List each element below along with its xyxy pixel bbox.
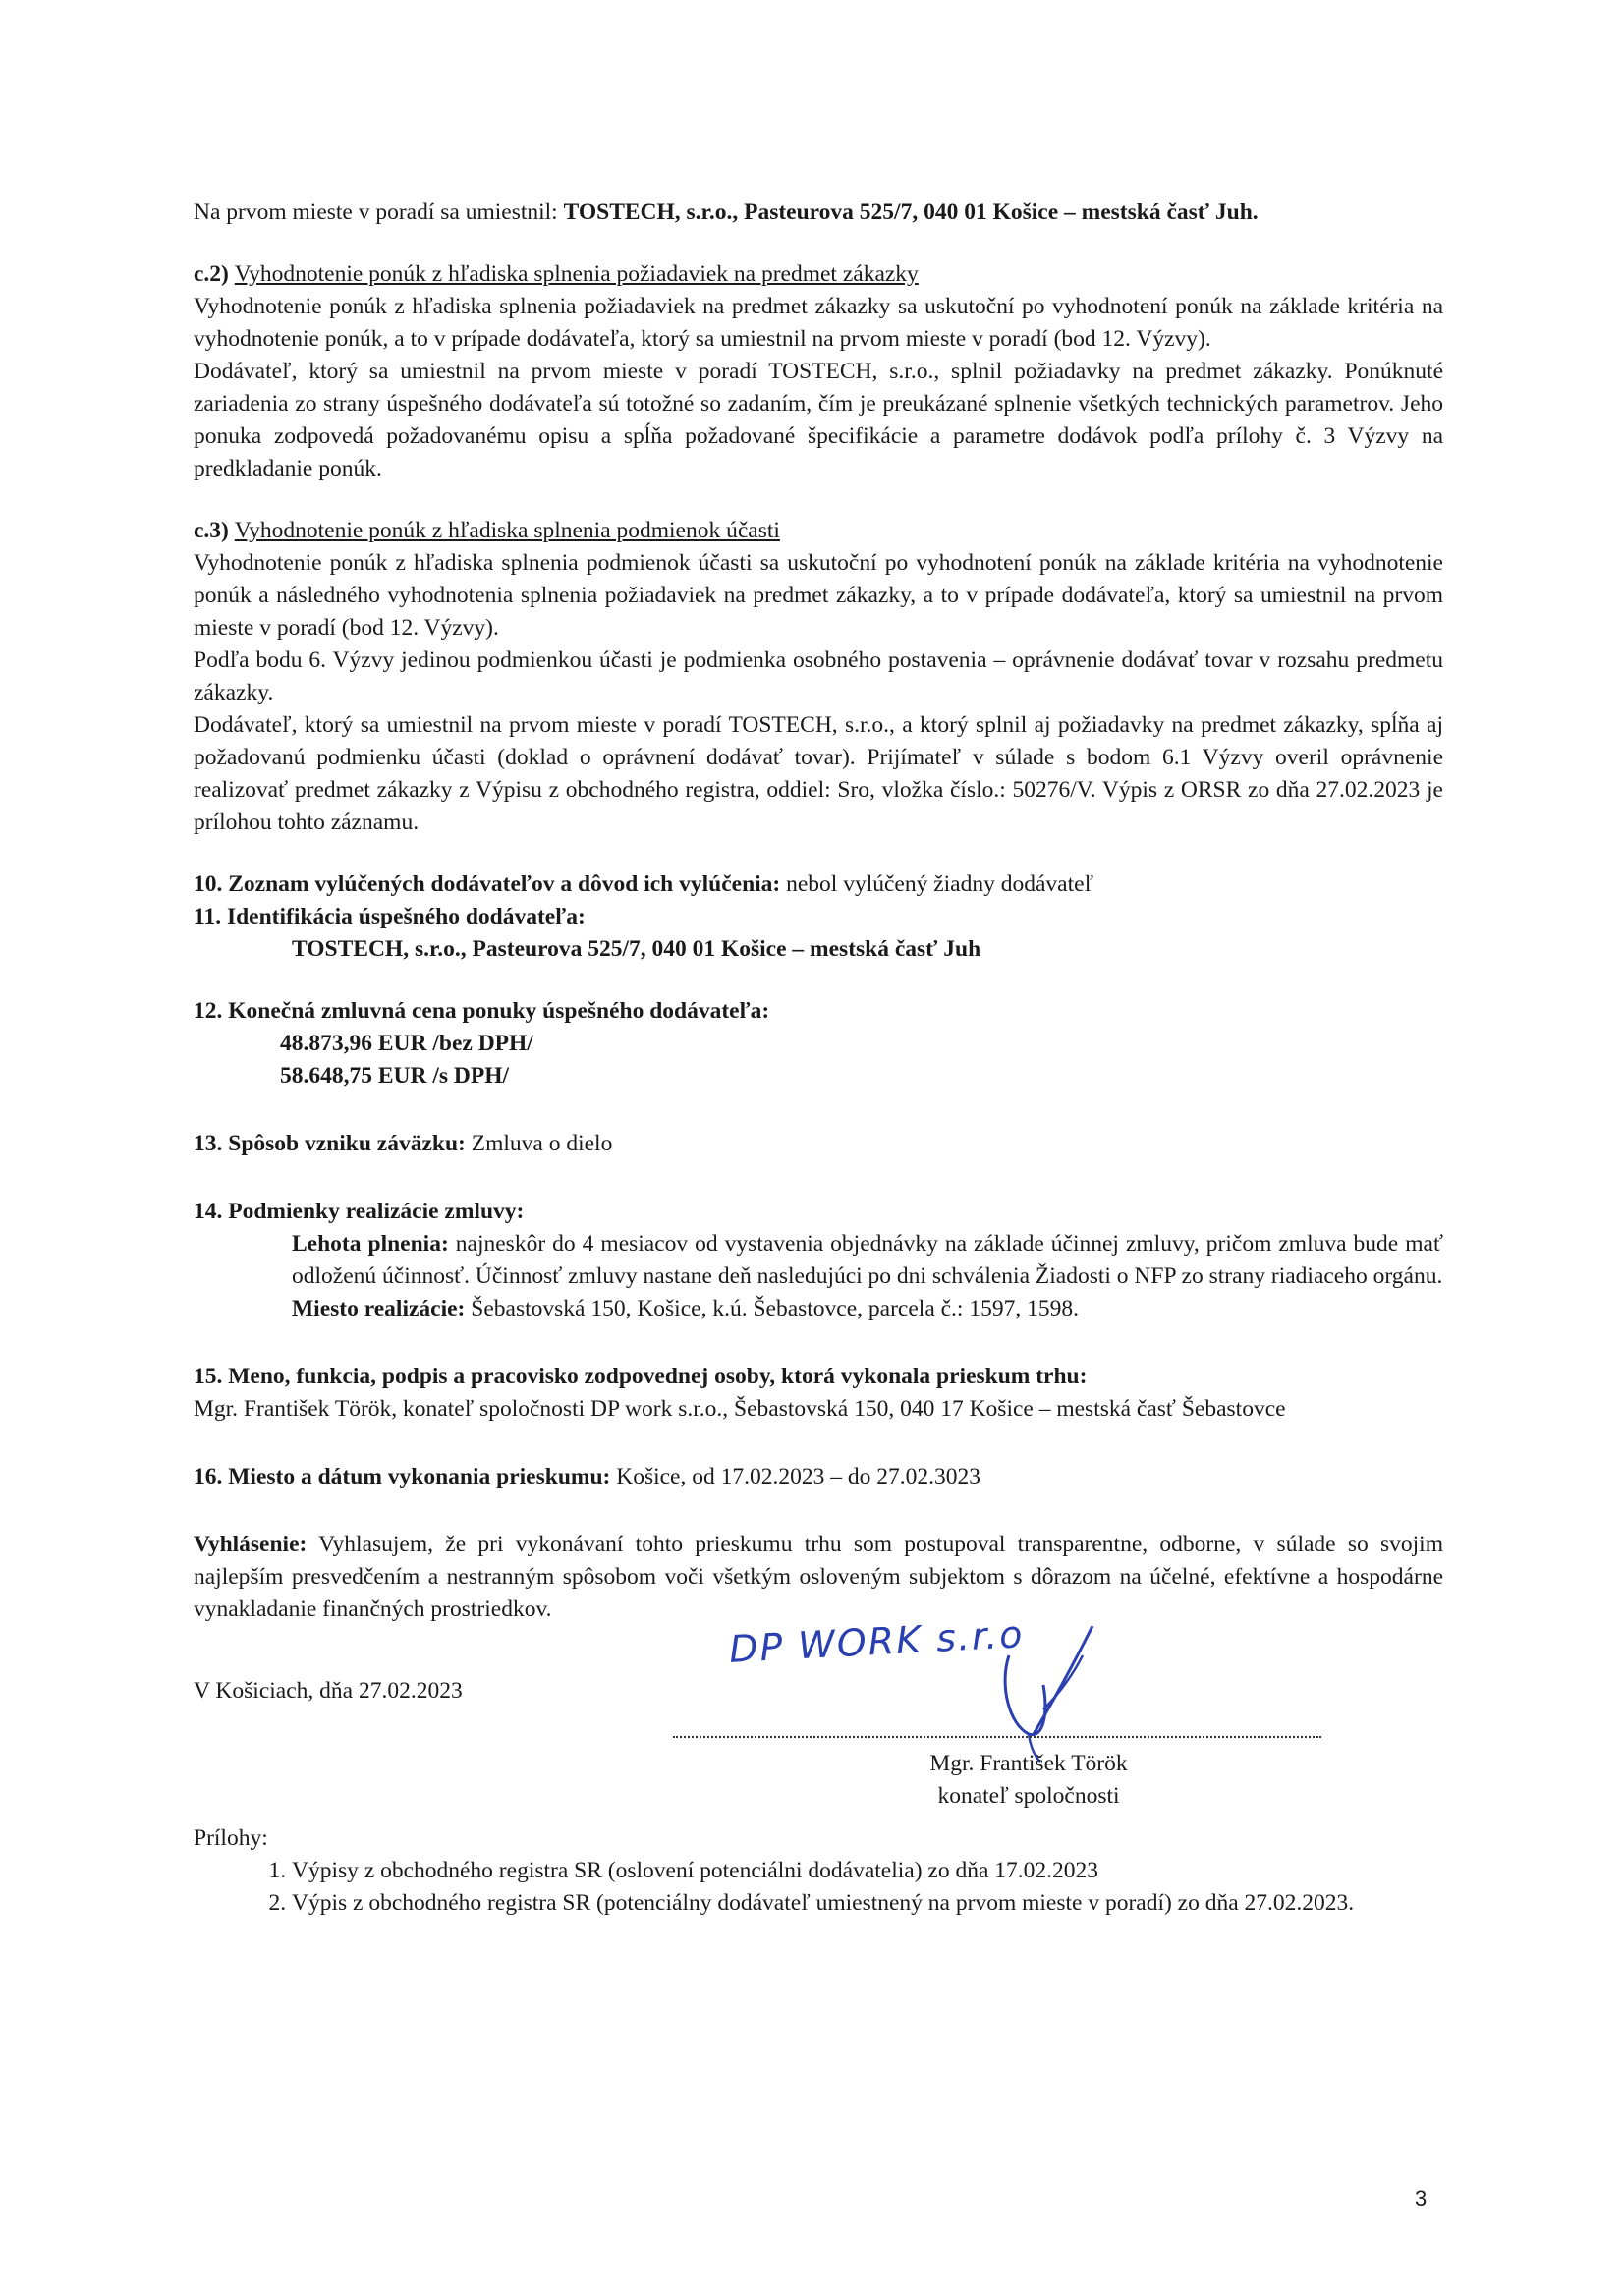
attachments-list (194, 1855, 1443, 1920)
winner-name: TOSTECH, s.r.o., Pasteurova 525/7, 040 01 Košice – mestská časť Juh. (563, 199, 1259, 225)
section-13 (194, 1128, 1443, 1160)
declaration-text: Vyhlasujem, že pri vykonávaní tohto prieskumu trhu som postupoval transparentne, odborne, v súlade so svojim najlepším presvedčením a nestranným spôsobom voči všetkým osloveným subjektom s dôrazom na účelné, efektívne a hospodárne vynakladanie finančných prostriedkov. (194, 1532, 1443, 1622)
winner-paragraph (194, 196, 1443, 229)
section-14-place (194, 1293, 1443, 1325)
section-c3-title (194, 515, 1443, 547)
section-c2-paragraph-1: Vyhodnotenie ponúk z hľadiska splnenia požiadaviek na predmet zákazky sa uskutoční po vyhodnotení ponúk na základe kritéria na vyhodnotenie ponúk, a to v prípade dodávateľa, ktorý sa umiestnil na prvom mieste v poradí (bod 12. Výzvy). (194, 294, 1443, 352)
section-16-heading: 16. Miesto a dátum vykonania prieskumu: (194, 1464, 611, 1489)
section-c3-heading: Vyhodnotenie ponúk z hľadiska splnenia podmienok účasti (234, 518, 780, 543)
place-and-date: V Košiciach, dňa 27.02.2023 (194, 1678, 463, 1704)
section-11-heading: 11. Identifikácia úspešného dodávateľa: (194, 904, 586, 929)
attachment-item: 2. Výpis z obchodného registra SR (potenciálny dodávateľ umiestnený na prvom mieste v poradí) zo dňa 27.02.2023. (292, 1887, 1443, 1920)
page-number: 3 (1415, 2186, 1428, 2211)
section-10-heading: 10. Zoznam vylúčených dodávateľov a dôvod ich vylúčenia: (194, 871, 781, 897)
declaration-paragraph (194, 1529, 1443, 1626)
attachments-heading: Prílohy: (194, 1825, 268, 1851)
section-16-text: Košice, od 17.02.2023 – do 27.02.3023 (610, 1464, 980, 1489)
section-10 (194, 868, 1443, 901)
price-without-vat: 48.873,96 EUR /bez DPH/ (280, 1031, 533, 1056)
section-13-text: Zmluva o dielo (465, 1131, 613, 1156)
place-label: Miesto realizácie: (292, 1296, 466, 1321)
signatory-role: konateľ spoločnosti (937, 1783, 1120, 1809)
section-c3-paragraph-1: Vyhodnotenie ponúk z hľadiska splnenia podmienok účasti sa uskutoční po vyhodnotení ponúk na základe kritéria na vyhodnotenie ponúk a následného vyhodnotenia splnenia požiadaviek na predmet zákazky, a to v prípade dodávateľa, ktorý sa umiestnil na prvom mieste v poradí (bod 12. Výzvy). (194, 550, 1443, 641)
signatory-name: Mgr. František Török (929, 1751, 1128, 1776)
signature-stamp-text: DP WORK s.r.o (728, 1612, 1026, 1671)
section-13-heading: 13. Spôsob vzniku záväzku: (194, 1131, 466, 1156)
section-15-heading: 15. Meno, funkcia, podpis a pracovisko zodpovednej osoby, ktorá vykonala prieskum trhu: (194, 1364, 1088, 1389)
price-with-vat: 58.648,75 EUR /s DPH/ (280, 1063, 510, 1089)
declaration-label: Vyhlásenie: (194, 1532, 308, 1557)
section-12-heading: 12. Konečná zmluvná cena ponuky úspešného dodávateľa: (194, 998, 770, 1024)
deadline-label: Lehota plnenia: (292, 1231, 449, 1257)
document-body (194, 196, 1443, 1920)
handwritten-signature-icon (989, 1616, 1107, 1764)
section-14-heading: 14. Podmienky realizácie zmluvy: (194, 1199, 525, 1224)
section-c3-paragraph-3: Dodávateľ, ktorý sa umiestnil na prvom mieste v poradí TOSTECH, s.r.o., a ktorý splnil aj požiadavky na predmet zákazky, spĺňa aj požadovanú podmienku účasti (doklad o oprávnení dodávať tovar). Prijímateľ v súlade s bodom 6.1 Výzvy overil oprávnenie realizovať predmet zákazky z Výpisu z obchodného registra, oddiel: Sro, vložka číslo.: 50276/V. Výpis z ORSR zo dňa 27.02.2023 je prílohou tohto záznamu. (194, 712, 1443, 835)
signature-block (194, 1612, 1443, 1822)
attachment-item: 1. Výpisy z obchodného registra SR (oslovení potenciálni dodávatelia) zo dňa 17.02.2023 (292, 1855, 1443, 1887)
section-14-deadline (194, 1228, 1443, 1293)
section-c2-paragraph-2: Dodávateľ, ktorý sa umiestnil na prvom mieste v poradí TOSTECH, s.r.o., splnil požiadavky na predmet zákazky. Ponúknuté zariadenia zo strany úspešného dodávateľa sú totožné so zadaním, čím je preukázané splnenie všetkých technických parametrov. Jeho ponuka zodpovedá požadovanému opisu a spĺňa požadované špecifikácie a parametre dodávok podľa prílohy č. 3 Výzvy na predkladanie ponúk. (194, 359, 1443, 481)
section-c3-label: c.3) (194, 518, 235, 543)
section-10-text: nebol vylúčený žiadny dodávateľ (780, 871, 1094, 897)
section-11-value: TOSTECH, s.r.o., Pasteurova 525/7, 040 01 Košice – mestská časť Juh (292, 936, 981, 962)
section-c2-title (194, 258, 1443, 291)
place-text: Šebastovská 150, Košice, k.ú. Šebastovce, parcela č.: 1597, 1598. (465, 1296, 1079, 1321)
section-15-text: Mgr. František Török, konateľ spoločnosti DP work s.r.o., Šebastovská 150, 040 17 Košice – mestská časť Šebastovce (194, 1396, 1286, 1422)
section-16 (194, 1461, 1443, 1493)
signature-line (673, 1736, 1321, 1738)
section-c2-label: c.2) (194, 261, 235, 287)
section-c2-heading: Vyhodnotenie ponúk z hľadiska splnenia požiadaviek na predmet zákazky (234, 261, 919, 287)
section-c3-paragraph-2: Podľa bodu 6. Výzvy jedinou podmienkou účasti je podmienka osobného postavenia – oprávnenie dodávať tovar v rozsahu predmetu zákazky. (194, 647, 1443, 705)
winner-prefix: Na prvom mieste v poradí sa umiestnil: (194, 199, 564, 225)
deadline-text: najneskôr do 4 mesiacov od vystavenia objednávky na základe účinnej zmluvy, pričom zmluva bude mať odloženú účinnosť. Účinnosť zmluvy nastane deň nasledujúci po dni schválenia Žiadosti o NFP zo strany riadiaceho orgánu. (292, 1231, 1443, 1289)
